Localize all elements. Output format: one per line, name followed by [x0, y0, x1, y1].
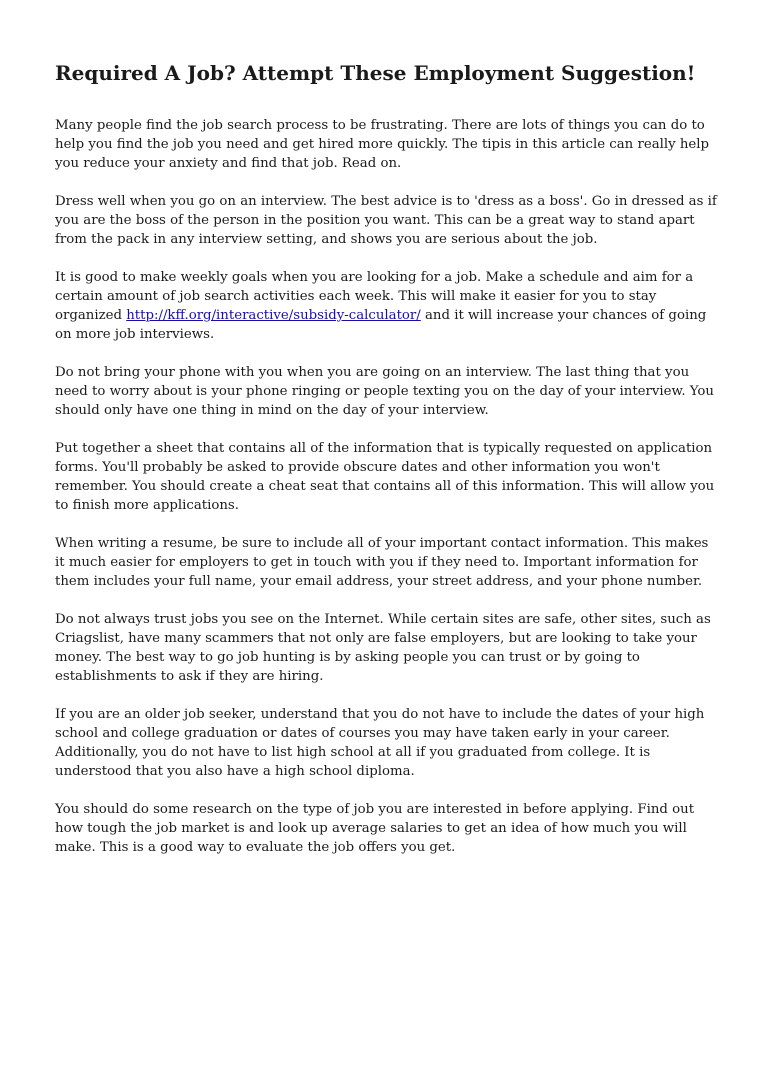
paragraph-weekly-goals-text-after: and it will increase your chances of going on more job interviews. — [55, 308, 707, 342]
paragraph-resume-contact: When writing a resume, be sure to include all of your important contact information. This makes it much easier for employers to get in touch with you if they need to. Important information for them includes your full name, your email address, your street address, and your phone number. — [55, 536, 709, 589]
paragraph-dress-well: Dress well when you go on an interview. The best advice is to 'dress as a boss'. Go in dressed as if you are the boss of the person in the position you want. This can be a great way to stand apart from the pack in any interview setting, and shows you are serious about the job. — [55, 194, 717, 247]
paragraph-phone: Do not bring your phone with you when you are going on an interview. The last thing that you need to worry about is your phone ringing or people texting you on the day of your interview. You should only have one thing in mind on the day of your interview. — [55, 365, 714, 418]
paragraph-intro: Many people find the job search process to be frustrating. There are lots of things you can do to help you find the job you need and get hired more quickly. The tipis in this article can really help you reduce your anxiety and find that job. Read on. — [55, 118, 710, 171]
document-title: Required A Job? Attempt These Employment Suggestion! — [55, 61, 696, 85]
paragraph-research: You should do some research on the type of job you are interested in before applying. Find out how tough the job market is and look up average salaries to get an idea of how much you will make. This is a good way to evaluate the job offers you get. — [55, 802, 695, 855]
document-page — [55, 58, 717, 876]
paragraph-older-job-seeker: If you are an older job seeker, understand that you do not have to include the dates of your high school and college graduation or dates of courses you may have taken early in your career. Additionally, you do not have to list high school at all if you graduated from college. It is understood that you also have a high school diploma. — [55, 707, 705, 779]
subsidy-calculator-link[interactable]: http://kff.org/interactive/subsidy-calculator/ — [126, 308, 421, 323]
paragraph-internet-jobs: Do not always trust jobs you see on the Internet. While certain sites are safe, other sites, such as Criagslist, have many scammers that not only are false employers, but are looking to take your money. The best way to go job hunting is by asking people you can trust or by going to establishments to ask if they are hiring. — [55, 612, 711, 684]
paragraph-weekly-goals-text-before: It is good to make weekly goals when you are looking for a job. Make a schedule and aim for a certain amount of job search activities each week. This will make it easier for you to stay organized — [55, 270, 694, 323]
paragraph-weekly-goals — [55, 268, 717, 344]
paragraph-info-sheet: Put together a sheet that contains all of the information that is typically requested on application forms. You'll probably be asked to provide obscure dates and other information you won't remember. You should create a cheat seat that contains all of this information. This will allow you to finish more applications. — [55, 441, 715, 513]
